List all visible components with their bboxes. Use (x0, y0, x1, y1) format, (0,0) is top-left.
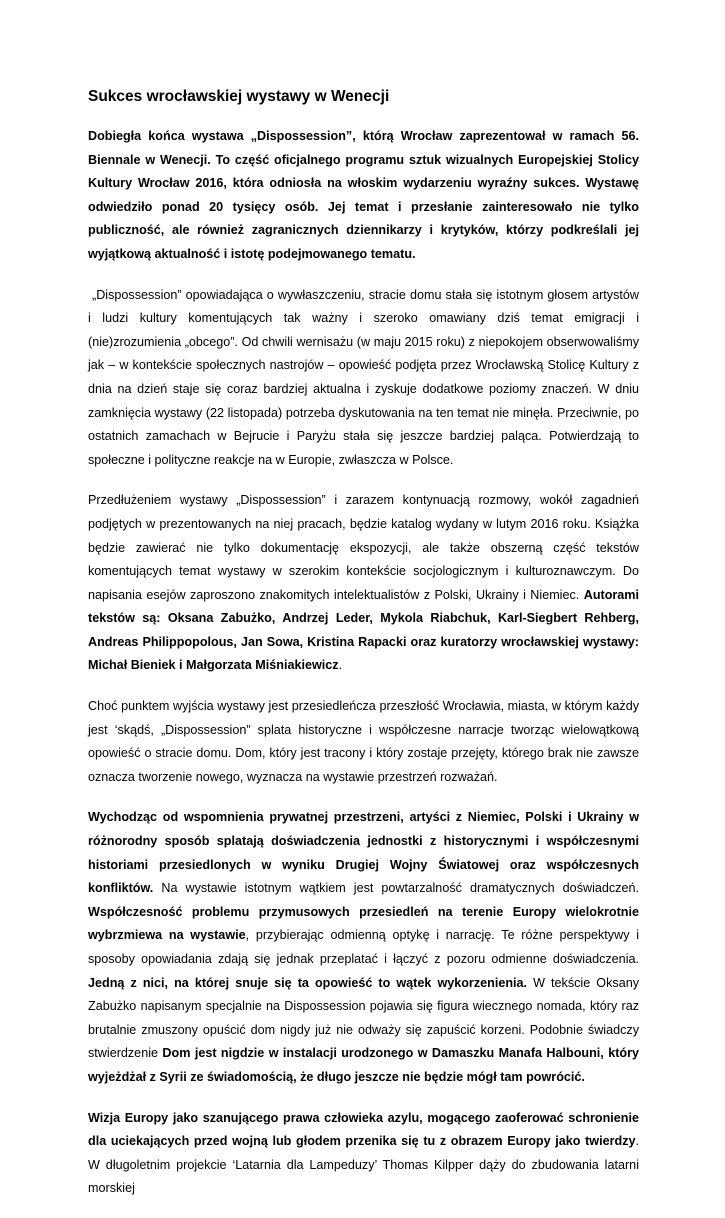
lead-paragraph: Dobiegła końca wystawa „Dispossession”, którą Wrocław zaprezentował w ramach 56. Biennale w Wenecji. To część oficjalnego programu sztuk wizualnych Europejskiej Stolicy Kultury Wrocław 2016, która odniosła na włoskim wydarzeniu wyraźny sukces. Wystawę odwiedziło ponad 20 tysięcy osób. Jej temat i przesłanie zainteresowało nie tylko publiczność, ale również zagranicznych dziennikarzy i krytyków, którzy podkreślali jej wyjątkową aktualność i istotę podejmowanego tematu. (88, 129, 639, 261)
paragraph-4-emphasis-2: Jedną z nici, na której snuje się ta opowieść to wątek wykorzenienia. (88, 975, 528, 990)
paragraph-4-emphasis-3: Dom jest nigdzie w instalacji urodzonego w Damaszku Manafa Halbouni, który wyjeżdżał z Syrii ze świadomością, że długo jeszcze nie będzie mógł tam powrócić. (88, 1046, 639, 1084)
paragraph-3: Choć punktem wyjścia wystawy jest przesiedleńcza przeszłość Wrocławia, miasta, w którym każdy jest ‘skądś, „Dispossession” splata historyczne i współczesne narracje tworząc wielowątkową opowieść o stracie domu. Dom, który jest tracony i który zostaje przejęty, którego brak nie zawsze oznacza tworzenie nowego, wyznacza na wystawie przestrzeń rozważań. (88, 699, 639, 784)
paragraph-2-end: . (338, 658, 343, 673)
paragraph-5 (88, 1107, 639, 1201)
document-body (88, 86, 639, 1218)
paragraph-5-text: . W długoletnim projekcie ‘Latarnia dla Lampeduzy’ Thomas Kilpper dąży do zbudowania latarni morskiej (88, 1134, 639, 1196)
paragraph-4-text-2: , przybierając odmienną optykę i narrację. Te różne perspektywy i sposoby opowiadania zdają się jednak przeplatać i łączyć z pozoru odmienne doświadczenia. (88, 928, 640, 966)
paragraph-1: „Dispossession” opowiadająca o wywłaszczeniu, stracie domu stała się istotnym głosem artystów i ludzi kultury komentujących tak ważny i szeroko omawiany dziś temat emigracji i (nie)zrozumienia „obcego”. Od chwili wernisażu (w maju 2015 roku) z niepokojem obserwowaliśmy jak – w kontekście społecznych nastrojów – opowieść podjęta przez Wrocławską Stolicę Kultury z dnia na dzień staje się coraz bardziej aktualna i zyskuje dodatkowe poziomy znaczeń. W dniu zamknięcia wystawy (22 listopada) potrzeba dyskutowania na ten temat nie minęła. Przeciwnie, po ostatnich zamachach w Bejrucie i Paryżu stała się jeszcze bardziej paląca. Potwierdzają to społeczne i polityczne reakcje na w Europie, zwłaszcza w Polsce. (88, 287, 639, 467)
paragraph-2-text: Przedłużeniem wystawy „Dispossession” i zarazem kontynuacją rozmowy, wokół zagadnień podjętych w prezentowanych na niej pracach, będzie katalog wydany w lutym 2016 roku. Książka będzie zawierać nie tylko dokumentację ekspozycji, ale także obszerną część tekstów komentujących temat wystawy w szerokim kontekście socjologicznym i kulturoznawczym. Do napisania esejów zaproszono znakomitych intelektualistów z Polski, Ukrainy i Niemiec. (88, 493, 639, 602)
paragraph-5-intro: Wizja Europy jako szanującego prawa człowieka azylu, mogącego zaoferować schronienie dla uciekających przed wojną lub głodem przenika się tu z obrazem Europy jako twierdzy (88, 1110, 639, 1149)
paragraph-2-authors: Autorami tekstów są: Oksana Zabużko, Andrzej Leder, Mykola Riabchuk, Karl-Siegbert Rehberg, Andreas Philippopolous, Jan Sowa, Kristina Rapacki oraz kuratorzy wrocławskiej wystawy: Michał Bieniek i Małgorzata Miśniakiewicz (88, 587, 639, 673)
paragraph-4 (88, 806, 639, 1089)
paragraph-4-text-3: W tekście Oksany Zabużko napisanym specjalnie na Dispossession pojawia się figura wiecznego nomada, który raz brutalnie zmuszony opuścić dom nigdy już nie odważy się zapuścić korzeni. Podobnie świadczy stwierdzenie (88, 975, 639, 1061)
paragraph-4-emphasis-1: Współczesność problemu przymusowych przesiedleń na terenie Europy wielokrotnie wybrzmiewa na wystawie (88, 904, 639, 943)
paragraph-4-text-1: Na wystawie istotnym wątkiem jest powtarzalność dramatycznych doświadczeń. (153, 881, 639, 896)
paragraph-4-intro: Wychodząc od wspomnienia prywatnej przestrzeni, artyści z Niemiec, Polski i Ukrainy w różnorodny sposób splatają doświadczenia jednostki z historycznymi i współczesnymi historiami przesiedlonych w wyniku Drugiej Wojny Światowej oraz współczesnych konfliktów. (88, 810, 639, 896)
article-title: Sukces wrocławskiej wystawy w Wenecji (88, 88, 390, 105)
paragraph-2 (88, 489, 639, 678)
